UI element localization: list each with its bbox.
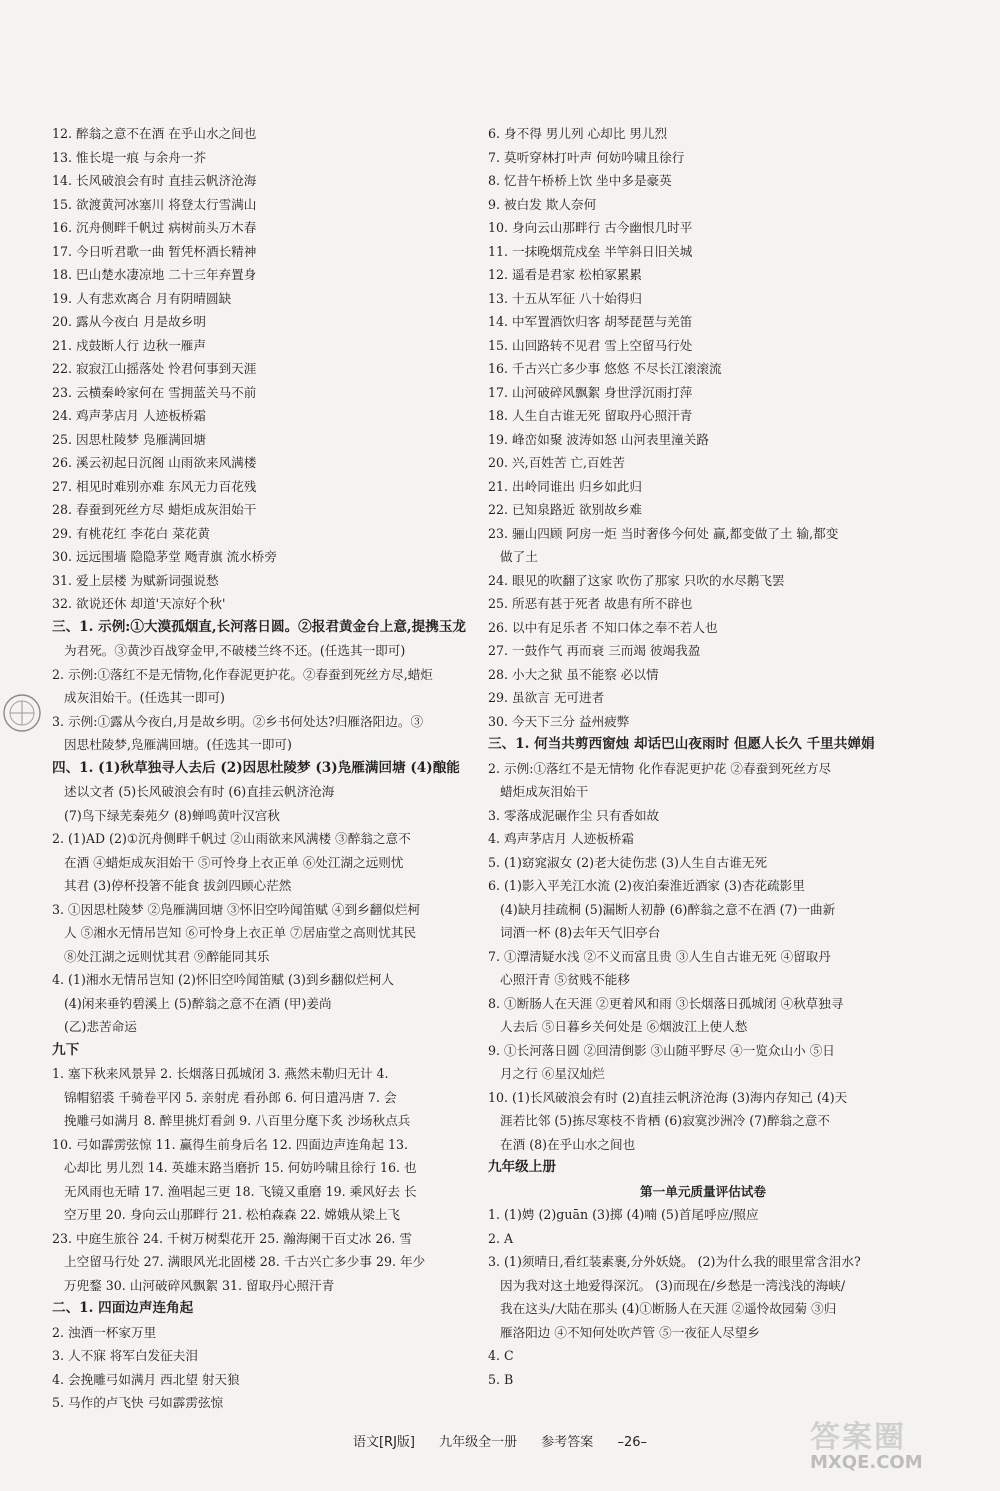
answer-line: 12. 遥看是君家 松柏冢累累 — [488, 267, 642, 282]
answer-line: 28. 小大之狱 虽不能察 必以情 — [488, 666, 659, 682]
answer-line: 蜡炬成灰泪始干 — [500, 784, 589, 799]
answer-line: 4. C — [488, 1348, 514, 1363]
answer-line: 心却比 男儿烈 14. 英雄末路当磨折 15. 何妨吟啸且徐行 16. 也 — [64, 1160, 417, 1175]
answer-line: 4. 鸡声茅店月 人迹板桥霜 — [488, 831, 634, 846]
answer-line: 九年级上册 — [488, 1159, 556, 1175]
answer-line: 10. (1)长风破浪会有时 (2)直挂云帆济沧海 (3)海内存知己 (4)天 — [488, 1089, 848, 1105]
answer-line: 22. 寂寂江山摇落处 怜君何事到天涯 — [52, 361, 257, 376]
answer-line: 2. A — [488, 1230, 514, 1246]
answer-line: 万兜鍪 30. 山河破碎风飘絮 31. 留取丹心照汗青 — [64, 1277, 335, 1293]
answer-line: 二、1. 四面边声连角起 — [52, 1300, 194, 1316]
answer-line: 9. 被白发 欺人奈何 — [488, 196, 597, 212]
answer-line: 三、1. 何当共剪西窗烛 却话巴山夜雨时 但愿人长久 千里共婵娟 — [488, 736, 875, 752]
answer-line: 23. 云横秦岭家何在 雪拥蓝关马不前 — [52, 384, 257, 400]
answer-line: 7. 莫听穿林打叶声 何妨吟啸且徐行 — [488, 149, 685, 165]
answer-line: (4)缺月挂疏桐 (5)漏断人初静 (6)醉翁之意不在酒 (7)一曲新 — [500, 901, 836, 917]
answer-line: 1. (1)娉 (2)guān (3)掷 (4)喃 (5)首尾呼应/照应 — [488, 1207, 759, 1222]
answer-line: 24. 鸡声茅店月 人迹板桥霜 — [52, 408, 206, 423]
answer-line: 述以文者 (5)长风破浪会有时 (6)直挂云帆济沧海 — [64, 784, 335, 799]
answer-line: (4)闲来垂钓碧溪上 (5)醉翁之意不在酒 (甲)姜尚 — [64, 995, 332, 1011]
answer-line: 19. 峰峦如聚 波涛如怒 山河表里潼关路 — [488, 431, 709, 447]
answer-line: 15. 山回路转不见君 雪上空留马行处 — [488, 337, 693, 353]
watermark-url: MXQE.COM — [810, 1452, 923, 1473]
answer-line: 我在这头/大陆在那头 (4)①断肠人在天涯 ②遥怜故园菊 ③归 — [500, 1301, 837, 1316]
answer-line: 25. 所恶有甚于死者 故患有所不辟也 — [488, 596, 693, 611]
binding-stamp-icon — [0, 688, 48, 738]
answer-line: (乙)悲苦命运 — [64, 1019, 137, 1034]
answer-line: 5. (1)窈窕淑女 (2)老大徒伤悲 (3)人生自古谁无死 — [488, 854, 768, 870]
answer-line: 4. 会挽雕弓如满月 西北望 射天狼 — [52, 1371, 240, 1387]
answer-line: 心照汗青 ⑤贫贱不能移 — [500, 972, 630, 987]
answer-line: 23. 骊山四顾 阿房一炬 当时奢侈今何处 赢,都变做了土 输,都变 — [488, 525, 839, 541]
answer-line: 14. 中军置酒饮归客 胡琴琵琶与羌笛 — [488, 314, 693, 329]
answer-line: ⑧处江湖之远则忧其君 ⑨醉能同其乐 — [64, 948, 270, 964]
answer-line: 人 ⑤湘水无情吊岂知 ⑥可怜身上衣正单 ⑦居庙堂之高则忧其民 — [64, 925, 417, 940]
answer-line: 17. 山河破碎风飘絮 身世浮沉雨打萍 — [488, 384, 693, 400]
answer-line: 9. ①长河落日圆 ②回清倒影 ③山随平野尽 ④一览众山小 ⑤日 — [488, 1042, 835, 1058]
answer-line: 32. 欲说还休 却道'天凉好个秋' — [52, 596, 226, 611]
answer-line: 词酒一杯 (8)去年天气旧亭台 — [500, 925, 661, 940]
answer-line: 2. (1)AD (2)①沉舟侧畔千帆过 ②山雨欲来风满楼 ③醉翁之意不 — [52, 831, 411, 846]
answer-line: 四、1. (1)秋草独寻人去后 (2)因思杜陵梦 (3)凫雁满回塘 (4)酿能 — [52, 759, 460, 776]
answer-line: 24. 眼见的吹翻了这家 吹伤了那家 只吹的水尽鹅飞罢 — [488, 572, 785, 588]
answer-line: 挽雕弓如满月 8. 醉里挑灯看剑 9. 八百里分麾下炙 沙场秋点兵 — [64, 1113, 411, 1128]
answer-line: 21. 出岭同谁出 归乡如此归 — [488, 478, 642, 494]
answer-line: 第一单元质量评估试卷 — [640, 1183, 766, 1199]
answer-line: 16. 沉舟侧畔千帆过 病树前头万木春 — [52, 220, 257, 235]
answer-line: 3. 人不寐 将军白发征夫泪 — [52, 1348, 198, 1363]
watermark-logo-text: 答案圈 — [810, 1420, 906, 1455]
answer-line: 2. 示例:①落红不是无情物,化作春泥更护花。②春蚕到死丝方尽,蜡炬 — [52, 666, 433, 682]
answer-line: 5. 马作的卢飞快 弓如霹雳弦惊 — [52, 1395, 224, 1410]
answer-line: 1. 塞下秋来风景异 2. 长烟落日孤城闭 3. 燕然未勒归无计 4. — [52, 1066, 389, 1081]
answer-line: 20. 露从今夜白 月是故乡明 — [52, 314, 206, 329]
answer-line: 17. 今日听君歌一曲 暂凭杯酒长精神 — [52, 243, 257, 259]
footer-section: 参考答案 — [541, 1435, 594, 1450]
answer-line: 因思杜陵梦,凫雁满回塘。(任选其一即可) — [64, 737, 292, 752]
answer-line: 做了土 — [500, 549, 538, 564]
answer-line: 涯若比邻 (5)拣尽寒枝不肯栖 (6)寂寞沙洲冷 (7)醉翁之意不 — [500, 1113, 830, 1128]
right-column — [488, 122, 918, 1391]
answer-line: 26. 溪云初起日沉阁 山雨欲来风满楼 — [52, 455, 257, 470]
answer-line: 在酒 (8)在乎山水之间也 — [500, 1136, 636, 1152]
answer-line: 28. 春蚕到死丝方尽 蜡炬成灰泪始干 — [52, 502, 257, 517]
answer-line: 3. 零落成泥碾作尘 只有香如故 — [488, 807, 660, 823]
answer-line: 因为我对这土地爱得深沉。 (3)而现在/乡愁是一湾浅浅的海峡/ — [500, 1277, 846, 1293]
answer-line: 成灰泪始干。(任选其一即可) — [64, 690, 225, 705]
answer-line: 月之行 ⑥星汉灿烂 — [500, 1066, 605, 1081]
answer-line: 2. 示例:①落红不是无情物 化作春泥更护花 ②春蚕到死丝方尽 — [488, 760, 832, 776]
answer-line: 29. 有桃花红 李花白 菜花黄 — [52, 525, 210, 541]
answer-line: 13. 惟长堤一痕 与余舟一芥 — [52, 149, 206, 165]
answer-line: 三、1. 示例:①大漠孤烟直,长河落日圆。②报君黄金台上意,提携玉龙 — [52, 618, 467, 635]
answer-line: 21. 戍鼓断人行 边秋一雁声 — [52, 337, 206, 353]
answer-line: 15. 欲渡黄河冰塞川 将登太行雪满山 — [52, 196, 257, 212]
answer-line: 锦帽貂裘 千骑卷平冈 5. 亲射虎 看孙郎 6. 何日遣冯唐 7. 会 — [64, 1089, 397, 1105]
answer-line: 8. 忆昔午桥桥上饮 坐中多是豪英 — [488, 173, 672, 188]
answer-line: 2. 浊酒一杯家万里 — [52, 1324, 157, 1340]
answer-line: 30. 今天下三分 益州疲弊 — [488, 713, 630, 729]
answer-line: 22. 已知泉路近 欲别故乡难 — [488, 502, 642, 517]
answer-line: 27. 一鼓作气 再而衰 三而竭 彼竭我盈 — [488, 643, 701, 658]
footer-subject: 语文[RJ版] — [352, 1435, 415, 1450]
answer-line: 为君死。③黄沙百战穿金甲,不破楼兰终不还。(任选其一即可) — [64, 643, 406, 658]
answer-line: 11. 一抹晚烟荒戍垒 半竿斜日旧关城 — [488, 243, 693, 259]
answer-line: 5. B — [488, 1371, 514, 1387]
answer-line: 30. 远远围墙 隐隐茅堂 飏青旗 流水桥旁 — [52, 549, 277, 564]
answer-line: 14. 长风破浪会有时 直挂云帆济沧海 — [52, 173, 257, 188]
footer-page-number: –26– — [617, 1435, 647, 1450]
answer-line: 6. (1)影入平羌江水流 (2)夜泊秦淮近酒家 (3)杏花疏影里 — [488, 878, 805, 893]
answer-line: 3. (1)须晴日,看红装素裹,分外妖娆。 (2)为什么我的眼里常含泪水? — [488, 1254, 861, 1269]
answer-line: 29. 虽欲言 无可进者 — [488, 690, 605, 705]
answer-line: 3. ①因思杜陵梦 ②凫雁满回塘 ③怀旧空吟闻笛赋 ④到乡翻似烂柯 — [52, 901, 421, 917]
answer-line: 6. 身不得 男儿列 心却比 男儿烈 — [488, 126, 668, 141]
answer-line: 18. 人生自古谁无死 留取丹心照汗青 — [488, 408, 693, 423]
answer-line: 16. 千古兴亡多少事 悠悠 不尽长江滚滚流 — [488, 361, 722, 376]
answer-line: 10. 身向云山那畔行 古今幽恨几时平 — [488, 220, 693, 235]
answer-line: 26. 以中有足乐者 不知口体之奉不若人也 — [488, 619, 718, 635]
answer-line: 4. (1)湘水无情吊岂知 (2)怀旧空吟闻笛赋 (3)到乡翻似烂柯人 — [52, 972, 395, 987]
answer-line: 23. 中庭生旅谷 24. 千树万树梨花开 25. 瀚海阑干百丈冰 26. 雪 — [52, 1230, 413, 1246]
answer-line: 12. 醉翁之意不在酒 在乎山水之间也 — [52, 126, 257, 141]
answer-line: 13. 十五从军征 八十始得归 — [488, 290, 642, 306]
footer-grade: 九年级全一册 — [439, 1435, 518, 1450]
answer-line: 7. ①潭清疑水浅 ②不义而富且贵 ③人生自古谁无死 ④留取丹 — [488, 948, 831, 964]
left-column — [52, 122, 472, 1415]
answer-line: 25. 因思杜陵梦 凫雁满回塘 — [52, 431, 206, 447]
answer-line: 10. 弓如霹雳弦惊 11. 赢得生前身后名 12. 四面边声连角起 13. — [52, 1136, 409, 1152]
answer-line: (7)鸟下绿芜秦苑夕 (8)蝉鸣黄叶汉宫秋 — [64, 807, 280, 823]
answer-line: 雁洛阳边 ④不知何处吹芦管 ⑤一夜征人尽望乡 — [500, 1324, 760, 1340]
answer-line: 在酒 ④蜡炬成灰泪始干 ⑤可怜身上衣正单 ⑥处江湖之远则忧 — [64, 854, 404, 870]
answer-line: 人去后 ⑤日暮乡关何处是 ⑥烟波江上使人愁 — [500, 1019, 748, 1034]
answer-line: 31. 爱上层楼 为赋新词强说愁 — [52, 572, 219, 588]
answer-line: 8. ①断肠人在天涯 ②更着风和雨 ③长烟落日孤城闭 ④秋草独寻 — [488, 995, 844, 1011]
answer-line: 18. 巴山楚水凄凉地 二十三年弃置身 — [52, 267, 257, 282]
site-watermark — [810, 1412, 960, 1482]
answer-line: 其君 (3)停杯投箸不能食 拔剑四顾心茫然 — [64, 878, 292, 893]
answer-line: 无风雨也无晴 17. 渔唱起三更 18. 飞镜又重磨 19. 乘风好去 长 — [64, 1183, 417, 1199]
answer-line: 27. 相见时难别亦难 东风无力百花残 — [52, 478, 257, 494]
answer-line: 19. 人有悲欢离合 月有阴晴圆缺 — [52, 290, 232, 306]
answer-line: 20. 兴,百姓苦 亡,百姓苦 — [488, 455, 625, 470]
answer-line: 上空留马行处 27. 满眼风光北固楼 28. 千古兴亡多少事 29. 年少 — [64, 1254, 426, 1269]
answer-line: 九下 — [52, 1041, 80, 1058]
answer-line: 3. 示例:①露从今夜白,月是故乡明。②乡书何处达?归雁洛阳边。③ — [52, 713, 424, 729]
answer-line: 空万里 20. 身向云山那畔行 21. 松柏森森 22. 嫦娥从梁上飞 — [64, 1207, 400, 1222]
